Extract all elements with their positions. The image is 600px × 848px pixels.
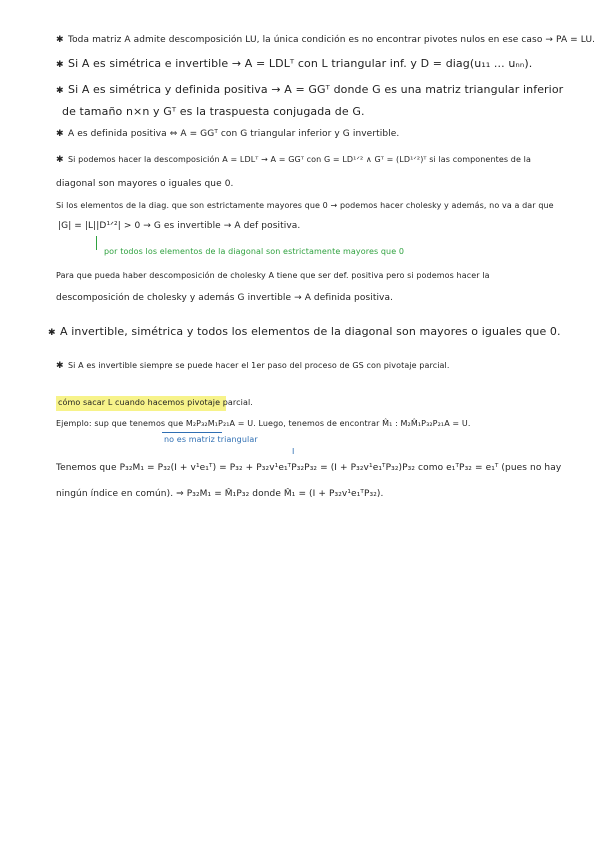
note-line-ldlt-to-ggt-cont: diagonal son mayores o iguales que 0.: [56, 179, 234, 189]
note-text: Si A es invertible siempre se puede hacer el 1er paso del proceso de GS con pivotaje parcial.: [68, 361, 450, 370]
bullet-mark: ✱: [56, 60, 64, 70]
annotation-arrow: [96, 236, 101, 250]
note-text: Si A es simétrica y definida positiva → A = GGᵀ donde G es una matriz triangular inferior: [68, 83, 564, 96]
note-line-cholesky-condition-cont: descomposición de cholesky y además G invertible → A definida positiva.: [56, 293, 394, 303]
note-line-cholesky-def: [56, 84, 563, 96]
note-line-diagonal-strict: Si los elementos de la diag. que son estrictamente mayores que 0 → podemos hacer cholesky y además, no va a dar que: [56, 201, 554, 210]
bullet-mark: ✱: [56, 129, 64, 139]
note-line-invertible-symmetric: [48, 326, 561, 338]
blue-annotation: no es matriz triangular: [164, 435, 258, 444]
blue-underline: [162, 432, 222, 433]
bullet-mark: ✱: [56, 35, 64, 45]
derivation-line-2: ningún índice en común). ⇒ P₃₂M₁ = M̂₁P₃₂ donde M̂₁ = (I + P₃₂v¹e₁ᵀP₃₂).: [56, 489, 384, 499]
note-line-positive-definite: [56, 130, 399, 139]
green-annotation: por todos los elementos de la diagonal son estrictamente mayores que 0: [104, 247, 405, 256]
bullet-mark: ✱: [56, 361, 64, 371]
example-line: Ejemplo: sup que tenemos que M₂P₃₂M₁P₂₁A = U. Luego, tenemos de encontrar M̂₁ : M₂M̂₁P₃₂P₂₁A = U.: [56, 419, 471, 428]
note-line-cholesky-def-cont: de tamaño n×n y Gᵀ es la traspuesta conjugada de G.: [62, 105, 365, 118]
derivation-line-1: Tenemos que P₃₂M₁ = P₃₂(I + v¹e₁ᵀ) = P₃₂ + P₃₂v¹e₁ᵀP₃₂P₃₂ = (I + P₃₂v¹e₁ᵀP₃₂)P₃₂ como e₁ᵀP₃₂ = e₁ᵀ (pues no hay: [56, 463, 562, 473]
bullet-mark: ✱: [56, 86, 64, 96]
note-text: Si A es simétrica e invertible → A = LDLᵀ con L triangular inf. y D = diag(u₁₁ ... uₙₙ).: [68, 57, 533, 70]
bullet-mark: ✱: [48, 328, 56, 338]
note-text: Toda matriz A admite descomposición LU, la única condición es no encontrar pivotes nulos en ese caso → PA = LU.: [68, 35, 596, 45]
note-line-cholesky-condition: Para que pueda haber descomposición de cholesky A tiene que ser def. positiva pero si podemos hacer la: [56, 271, 490, 280]
identity-label: I: [292, 447, 295, 456]
note-line-ldlt-to-ggt: [56, 156, 531, 165]
bullet-mark: ✱: [56, 155, 64, 165]
note-line-determinant: |G| = |L||D¹ᐟ²| > 0 → G es invertible → A def positiva.: [58, 221, 301, 231]
note-text: A invertible, simétrica y todos los elementos de la diagonal son mayores o iguales que 0.: [60, 325, 561, 338]
note-text: A es definida positiva ⇔ A = GGᵀ con G triangular inferior y G invertible.: [68, 129, 400, 139]
note-text: Si podemos hacer la descomposición A = LDLᵀ → A = GGᵀ con G = LD¹ᐟ² ∧ Gᵀ = (LD¹ᐟ²)ᵀ si las componentes de la: [68, 155, 531, 164]
note-line-partial-pivot: [56, 362, 450, 371]
note-line-ldlt: [56, 58, 532, 70]
note-line-lu: [56, 36, 595, 45]
section-heading: cómo sacar L cuando hacemos pivotaje parcial.: [58, 398, 253, 407]
